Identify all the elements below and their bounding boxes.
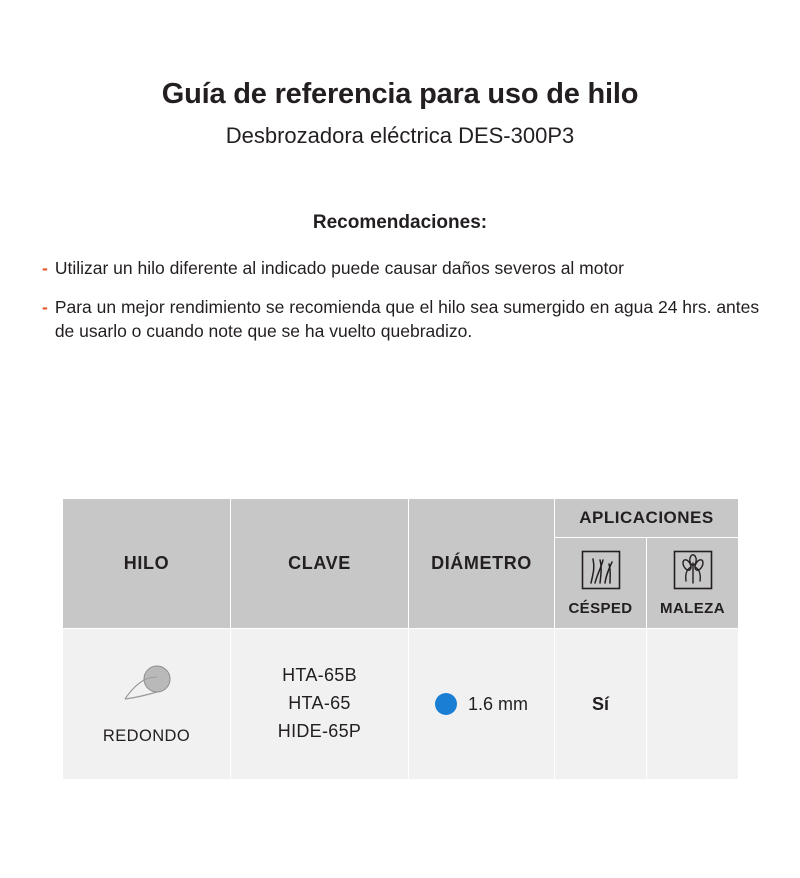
column-header-hilo: HILO [63, 499, 231, 629]
weed-icon [647, 550, 738, 594]
cell-hilo [63, 629, 231, 780]
column-header-cesped-label: CÉSPED [568, 599, 633, 617]
clave-value-2: HTA-65 [288, 693, 351, 714]
column-header-maleza-label: MALEZA [660, 599, 725, 617]
column-header-cesped [555, 538, 647, 629]
page-subtitle: Desbrozadora eléctrica DES-300P3 [225, 123, 575, 149]
recommendation-text: Para un mejor rendimiento se recomienda que el hilo sea sumergido en agua 24 hrs. antes de usarlo o cuando note que se ha vuelto quebradizo. [54, 296, 760, 342]
hilo-value: REDONDO [102, 727, 191, 745]
column-header-diametro: DIÁMETRO [409, 499, 555, 629]
cell-clave [231, 629, 409, 780]
recommendation-text: Utilizar un hilo diferente al indicado puede causar daños severos al motor [54, 257, 624, 278]
clave-value-1: HTA-65B [282, 665, 357, 686]
round-line-shape-icon [107, 662, 187, 713]
recommendations-heading: Recomendaciones: [312, 211, 488, 233]
bullet-dash-icon: - [42, 296, 48, 317]
spec-table [62, 498, 739, 780]
grass-icon [555, 550, 646, 594]
column-header-clave: CLAVE [231, 499, 409, 629]
list-item [42, 295, 762, 345]
page-title: Guía de referencia para uso de hilo [161, 78, 639, 110]
column-header-maleza [647, 538, 739, 629]
table-row [63, 629, 739, 780]
recommendations-list [0, 256, 800, 345]
blue-dot-icon [435, 693, 457, 715]
bullet-dash-icon: - [42, 257, 48, 278]
cell-cesped [555, 629, 647, 780]
spec-table-wrapper [62, 498, 738, 780]
cesped-value: Sí [591, 693, 609, 714]
document-page [0, 78, 800, 878]
title-block [0, 78, 800, 150]
hilo-cell-content [63, 662, 230, 746]
column-group-header-aplicaciones: APLICACIONES [555, 499, 739, 538]
diameter-value: 1.6 mm [467, 693, 528, 714]
clave-values [231, 662, 408, 746]
clave-value-3: HIDE-65P [277, 720, 362, 741]
table-header-row [63, 499, 739, 538]
list-item [42, 256, 762, 281]
diameter-cell-content [409, 693, 554, 715]
cell-maleza [647, 629, 739, 780]
cell-diametro [409, 629, 555, 780]
